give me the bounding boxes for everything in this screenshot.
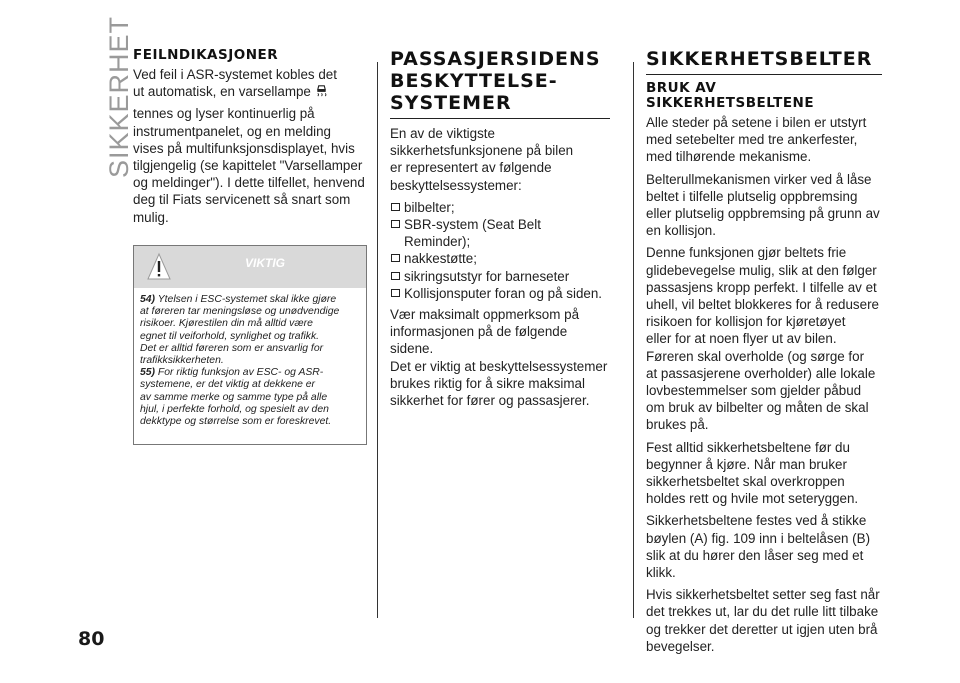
subsection-heading: SIKKERHETSBELTENE [646, 95, 815, 111]
title-line: BESKYTTELSE- [390, 70, 558, 92]
list-item-text: SBR-system (Seat Belt Reminder); [404, 217, 541, 250]
important-notice-box [133, 245, 367, 445]
column-divider [633, 62, 634, 618]
subsection-heading: BRUK AV [646, 80, 717, 96]
column-passenger-protection [390, 48, 610, 414]
bullet-square-icon [391, 272, 400, 280]
column-fault-indication [133, 48, 365, 231]
list-item-text: bilbelter; [404, 199, 455, 215]
body-paragraph: Fest alltid sikkerhetsbeltene før du begynner å kjøre. Når man bruker sikkerhetsbeltet skal overkroppen holdes rett og hvile mot seteryggen. [646, 439, 859, 507]
list-item [390, 216, 610, 250]
chapter-side-title-text: SIKKERHET [104, 15, 134, 178]
column-seat-belts [646, 48, 882, 660]
list-item-text: Kollisjonsputer foran og på siden. [404, 285, 603, 301]
body-paragraph: Belterullmekanismen virker ved å låse beltet i tilfelle plutselig oppbremsing eller plutselig oppbremsing på grunn av en kollisjon. [646, 171, 880, 239]
bullet-square-icon [391, 289, 400, 297]
bullet-square-icon [391, 254, 400, 262]
body-paragraph: tennes og lyser kontinuerlig på instrumentpanelet, og en melding vises på multifunksjonsdisplayet, hvis tilgjengelig (se kapittelet "Varsellamper og meldinger"). I dette tilfellet, henvend deg til Fiats servicenett så snart som mulig. [133, 106, 365, 225]
note-55 [140, 367, 360, 428]
protection-list [390, 199, 610, 302]
notice-title: VIKTIG [244, 256, 285, 270]
list-item [390, 268, 610, 285]
body-paragraph: Denne funksjonen gjør beltets frie glidebevegelse mulig, slik at den følger passasjens kropp perfekt. I tilfelle av et uhell, vil beltet blokkeres for å redusere risikoen for kollisjon for kjøretøyet eller for at noen flyer ut av bilen. Føreren skal overholde (og sørge for at passasjerene overholder) alle lokale lovbestemmelser som gjelder påbud om bruk av bilbelter og måten de skal brukes på. [646, 245, 879, 433]
body-paragraph: En av de viktigste sikkerhetsfunksjonene på bilen er representert av følgende beskyttelsessystemer: [390, 126, 574, 193]
title-line: PASSASJERSIDENS [390, 48, 601, 70]
list-item-text: sikringsutstyr for barneseter [404, 268, 570, 284]
body-text: Ved feil i ASR-systemet kobles det ut automatisk, en varsellampe [133, 67, 337, 100]
list-item [390, 285, 610, 302]
note-number: 54) [140, 294, 156, 305]
section-heading: FEILNDIKASJONER [133, 47, 279, 63]
title-rule [646, 74, 882, 75]
chapter-side-title [78, 15, 134, 178]
column-divider [377, 62, 378, 618]
body-paragraph: Sikkerhetsbeltene festes ved å stikke bøylen (A) fig. 109 inn i beltelåsen (B) slik at du hører den låser seg med et klikk. [646, 513, 871, 581]
list-item [390, 250, 610, 267]
notice-header [134, 246, 366, 288]
title-rule [390, 118, 610, 119]
page-number: 80 [78, 628, 105, 650]
note-54 [140, 294, 360, 367]
bullet-square-icon [391, 220, 400, 228]
title-line: SYSTEMER [390, 92, 512, 114]
note-number: 55) [140, 367, 156, 379]
section-title [390, 48, 610, 114]
note-text: Ytelsen i ESC-systemet skal ikke gjøre at føreren tar meningsløse og unødvendige risikoer. Kjørestilen din må alltid være egnet til veiforhold, synlighet og trafikk. Det er alltid føreren som er ansvarlig for trafikksikkerheten. [140, 294, 340, 367]
body-paragraph [133, 66, 365, 100]
note-text: For riktig funksjon av ESC- og ASR- systemene, er det viktig at dekkene er av samme merke og samme type på alle hjul, i perfekte forhold, og spesielt av den dekktype og størrelse som er foreskrevet. [140, 367, 332, 428]
body-paragraph: Alle steder på setene i bilen er utstyrt med setebelter med tre ankerfester, med tilhørende mekanisme. [646, 115, 867, 165]
body-paragraph: Vær maksimalt oppmerksom på informasjonen på de følgende sidene. Det er viktig at beskyttelsessystemer brukes riktig for å sikre maksimal sikkerhet for fører og passasjerer. [390, 307, 608, 409]
list-item-text: nakkestøtte; [404, 251, 477, 267]
skid-warning-lamp-icon [315, 84, 328, 97]
notice-body [134, 288, 366, 428]
body-paragraph: Hvis sikkerhetsbeltet setter seg fast når det trekkes ut, lar du det rulle litt tilbake og trekker det deretter ut igjen uten brå bevegelser. [646, 587, 880, 654]
list-item [390, 199, 610, 216]
bullet-square-icon [391, 203, 400, 211]
section-title: SIKKERHETSBELTER [646, 48, 873, 70]
